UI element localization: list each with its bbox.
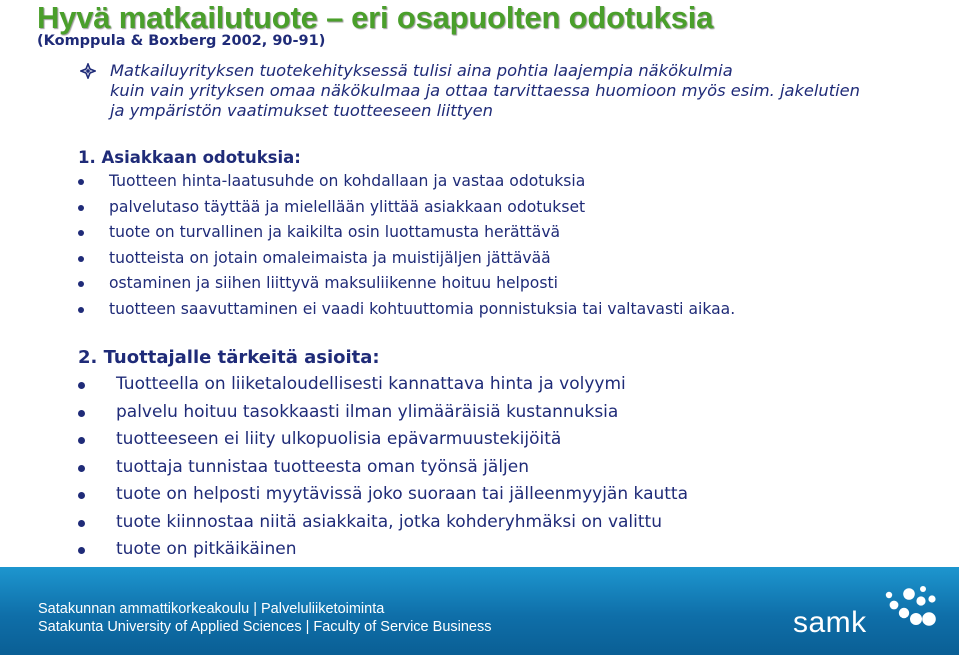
list-item: [78, 271, 735, 297]
bullet-dot-icon: [78, 547, 85, 554]
intro-line: kuin vain yrityksen omaa näkökulmaa ja ottaa tarvittaessa huomioon myös esim. jakelutien: [110, 81, 860, 100]
list-item-text: tuottaja tunnistaa tuotteesta oman työnsä jäljen: [116, 456, 529, 477]
producer-priorities-section: [78, 345, 688, 564]
list-item-text: ostaminen ja siihen liittyvä maksuliikenne hoituu helposti: [109, 274, 558, 293]
list-item: [78, 454, 688, 482]
intro-line: Matkailuyrityksen tuotekehityksessä tulisi aina pohtia laajempia näkökulmia: [110, 61, 733, 80]
bullet-dot-icon: [78, 465, 85, 472]
list-item: [78, 399, 688, 427]
bullet-dot-icon: [78, 205, 84, 211]
list-item-text: tuote on helposti myytävissä joko suoraan tai jälleenmyyjän kautta: [116, 484, 689, 504]
list-item: [78, 169, 735, 195]
bullet-dot-icon: [78, 382, 85, 389]
section2-heading: 2. Tuottajalle tärkeitä asioita:: [78, 347, 380, 368]
list-item-text: tuotteista on jotain omaleimaista ja muistijäljen jättävää: [109, 248, 551, 267]
footer-line-finnish: Satakunnan ammattikorkeakoulu | Palveluliiketoiminta: [38, 601, 385, 617]
footer-bar: [0, 567, 959, 655]
slide-title: [37, 0, 713, 36]
bullet-dot-icon: [78, 256, 84, 262]
list-item-text: tuotteen saavuttaminen ei vaadi kohtuuttomia ponnistuksia tai valtavasti aikaa.: [109, 299, 736, 318]
samk-logo-text: samk: [793, 606, 867, 639]
list-item: [78, 371, 688, 399]
list-item: [78, 509, 688, 537]
list-item: [78, 297, 735, 323]
intro-bullet: [80, 61, 940, 121]
list-item-text: palvelutaso täyttää ja mielellään ylittää asiakkaan odotukset: [109, 197, 586, 216]
footer-line-english: Satakunta University of Applied Sciences | Faculty of Service Business: [38, 619, 492, 635]
bullet-dot-icon: [78, 492, 85, 499]
intro-line: ja ympäristön vaatimukset tuotteeseen liittyen: [110, 101, 493, 120]
list-item: [78, 536, 688, 564]
list-item-text: tuote on pitkäikäinen: [116, 539, 297, 559]
bullet-dot-icon: [78, 179, 84, 185]
list-item: [78, 195, 735, 221]
list-item: [78, 220, 735, 246]
bullet-dot-icon: [78, 437, 85, 444]
list-item: [78, 481, 688, 509]
list-item-text: Tuotteen hinta-laatusuhde on kohdallaan ja vastaa odotuksia: [109, 172, 586, 190]
intro-text: [110, 61, 940, 121]
list-item: [78, 246, 735, 272]
list-item-text: tuote on turvallinen ja kaikilta osin luottamusta herättävä: [109, 223, 561, 242]
list-item-text: Tuotteella on liiketaloudellisesti kannattava hinta ja volyymi: [116, 374, 626, 394]
section2-list: [78, 371, 688, 564]
list-item-text: tuotteeseen ei liity ulkopuolisia epävarmuustekijöitä: [116, 429, 562, 449]
bullet-dot-icon: [78, 281, 84, 287]
diamond-outline-icon: [80, 63, 96, 83]
list-item: [78, 426, 688, 454]
bullet-dot-icon: [78, 520, 85, 527]
customer-expectations-section: [78, 147, 735, 323]
list-item-text: tuote kiinnostaa niitä asiakkaita, jotka kohderyhmäksi on valittu: [116, 511, 662, 532]
section1-heading: 1. Asiakkaan odotuksia:: [78, 148, 301, 167]
bullet-dot-icon: [78, 410, 85, 417]
slide-subtitle: (Komppula & Boxberg 2002, 90-91): [37, 33, 326, 49]
title-right: eri osapuolten odotuksia: [351, 0, 714, 35]
bullet-dot-icon: [78, 307, 84, 313]
bullet-dot-icon: [78, 230, 84, 236]
section1-list: [78, 169, 735, 323]
title-left: Hyvä matkailutuote –: [37, 0, 344, 35]
list-item-text: palvelu hoituu tasokkaasti ilman ylimääräisiä kustannuksia: [116, 401, 619, 422]
